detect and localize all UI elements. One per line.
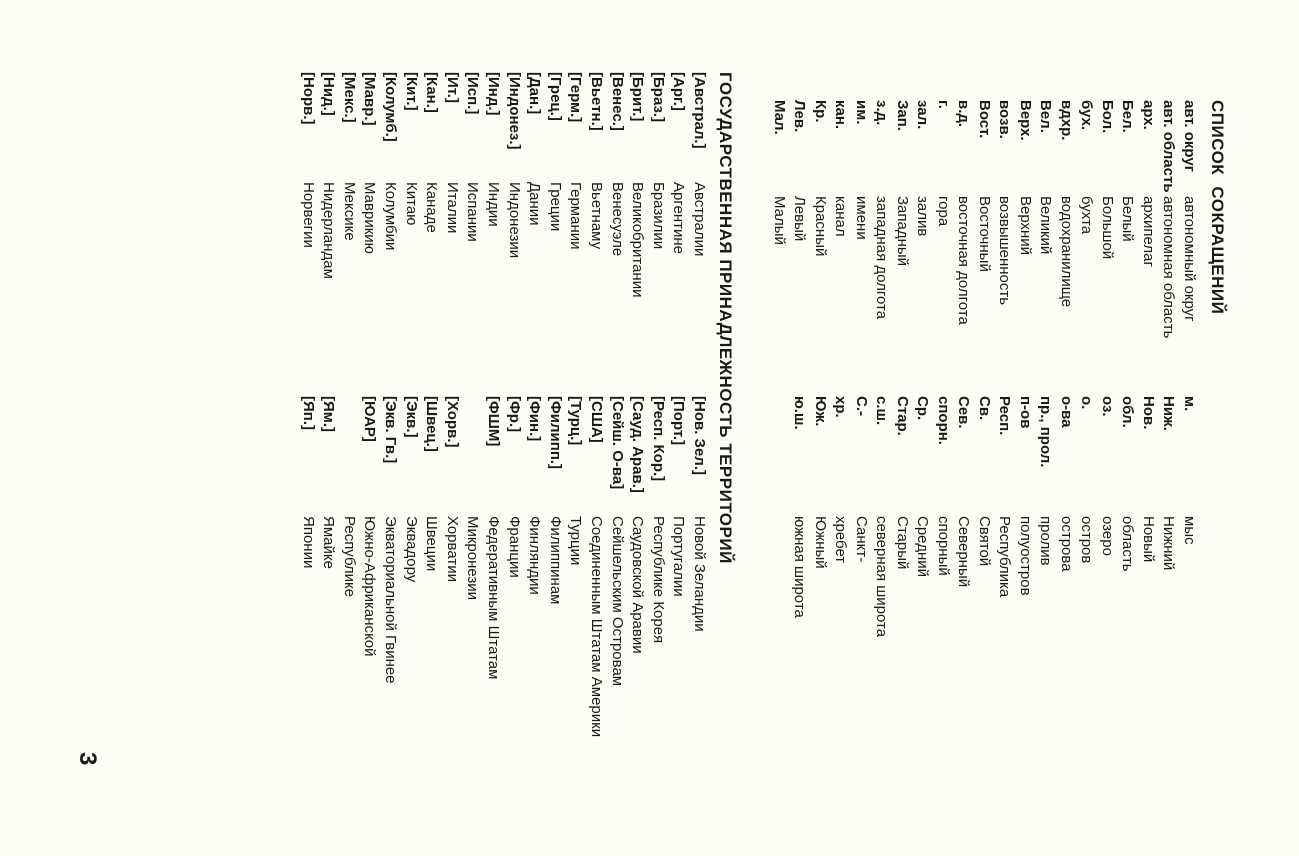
abbreviation: [Яп.] — [299, 396, 317, 430]
expansion: Португалии — [670, 516, 688, 597]
abbreviation: [Венес.] — [608, 72, 626, 131]
abbreviation: авт. округ — [1181, 100, 1198, 172]
abbreviation: арх. — [1140, 100, 1157, 130]
expansion: Белый — [1119, 196, 1137, 242]
abbreviation: [Швец.] — [423, 396, 441, 452]
expansion: Нидерландам — [320, 182, 338, 279]
expansion: западная долгота — [873, 196, 891, 320]
expansion: Испании — [464, 182, 482, 242]
abbreviation: г. — [935, 100, 952, 109]
abbreviation: Нов. — [1140, 396, 1157, 430]
expansion: Южно-Африканской — [361, 516, 379, 657]
expansion: Индии — [485, 182, 502, 227]
abbreviation: Вост. — [976, 100, 993, 139]
expansion: Маврикию — [361, 182, 379, 254]
expansion: Франции — [505, 516, 523, 578]
expansion: Хорватии — [443, 516, 461, 582]
expansion: Санкт- — [853, 516, 870, 563]
expansion: Греции — [546, 182, 564, 232]
abbreviation: [Исп.] — [464, 72, 482, 115]
expansion: Южный — [812, 516, 829, 569]
abbreviation: Лев. — [791, 100, 809, 133]
abbreviation: возв. — [996, 100, 1014, 139]
expansion: Соединенным Штатам Америки — [588, 516, 605, 738]
expansion: остров — [1078, 516, 1096, 564]
abbreviation: Верх. — [1017, 100, 1034, 141]
expansion: Китаю — [402, 182, 420, 226]
abbreviation: [ЮАР] — [361, 396, 379, 442]
territories-title: ГОСУДАРСТВЕННАЯ ПРИНАДЛЕЖНОСТЬ ТЕРРИТОРИЙ — [716, 72, 735, 564]
abbreviation: Юж. — [812, 396, 829, 427]
abbreviation: Респ. — [996, 396, 1014, 436]
expansion: южная широта — [791, 516, 809, 618]
expansion: Германии — [567, 182, 585, 250]
abbreviation: [Ит.] — [443, 72, 461, 103]
expansion: имени — [853, 196, 870, 240]
expansion: Красный — [812, 196, 829, 257]
abbreviation: [Арг.] — [670, 72, 688, 111]
abbreviation: авт. область — [1160, 100, 1178, 193]
abbreviation: [Турц.] — [567, 396, 585, 446]
expansion: Турции — [567, 516, 585, 566]
expansion: Новый — [1140, 516, 1157, 563]
abbreviation: [Кан.] — [423, 72, 441, 113]
expansion: Дании — [526, 182, 544, 226]
expansion: Новой Зеландии — [691, 516, 708, 632]
expansion: Австралии — [691, 182, 708, 257]
abbreviation: [Вьетн.] — [588, 72, 605, 131]
abbreviation: [ФШМ] — [485, 396, 502, 447]
expansion: мыс — [1181, 516, 1198, 545]
expansion: Саудовской Аравии — [629, 516, 647, 654]
expansion: Старый — [894, 516, 911, 570]
abbreviation: з.д. — [873, 100, 891, 126]
abbreviation: [Экв. Гв.] — [382, 396, 399, 464]
expansion: бухта — [1078, 196, 1096, 235]
abbreviation: [Экв.] — [402, 396, 420, 438]
abbreviation: бух. — [1078, 100, 1096, 131]
expansion: автономная область — [1160, 196, 1178, 339]
abbreviation: [США] — [588, 396, 605, 443]
expansion: гора — [935, 196, 952, 227]
abbreviation: Вел. — [1037, 100, 1055, 133]
expansion: спорный — [935, 516, 952, 576]
expansion: Сейшельским Островам — [608, 516, 626, 687]
abbreviation: [Грец.] — [546, 72, 564, 121]
abbreviation: в.д. — [955, 100, 973, 128]
expansion: Верхний — [1017, 196, 1034, 256]
expansion: Малый — [771, 196, 788, 245]
expansion: Экваториальной Гвинее — [382, 516, 399, 684]
abbreviation: [Индонез.] — [505, 72, 523, 150]
expansion: Западный — [894, 196, 911, 267]
abbreviation: [Ям.] — [320, 396, 338, 433]
abbreviation: Кр. — [812, 100, 829, 123]
expansion: северная широта — [873, 516, 891, 638]
expansion: Колумбии — [382, 182, 399, 251]
expansion: Левый — [791, 196, 809, 242]
abbreviation: м. — [1181, 396, 1198, 412]
expansion: Нижний — [1160, 516, 1178, 571]
abbreviation: Зап. — [894, 100, 911, 131]
expansion: Норвегии — [299, 182, 317, 248]
abbreviation: [Дан.] — [526, 72, 544, 115]
abbreviation: [Брит.] — [629, 72, 647, 122]
expansion: Республике — [340, 516, 358, 598]
expansion: острова — [1058, 516, 1075, 572]
expansion: область — [1119, 516, 1137, 572]
expansion: Швеции — [423, 516, 441, 572]
expansion: полуостров — [1017, 516, 1034, 596]
abbreviations-title: СПИСОК СОКРАЩЕНИЙ — [1208, 100, 1227, 315]
abbreviation: [Респ. Кор.] — [649, 396, 667, 482]
expansion: Средний — [914, 516, 932, 577]
abbreviation: Сев. — [955, 396, 973, 429]
expansion: Ямайке — [320, 516, 338, 569]
abbreviation: пр., прол. — [1037, 396, 1055, 468]
abbreviation: Св. — [976, 396, 993, 421]
expansion: Индонезии — [505, 182, 523, 259]
abbreviation: [Сейш. О-ва] — [608, 396, 626, 490]
abbreviation: хр. — [832, 396, 850, 418]
abbreviation: С.- — [853, 396, 870, 416]
expansion: Восточный — [976, 196, 993, 272]
abbreviation: Мал. — [771, 100, 788, 135]
expansion: Филиппинам — [546, 516, 564, 605]
abbreviation: о-ва — [1058, 396, 1075, 428]
expansion: Финляндии — [526, 516, 544, 595]
expansion: канал — [832, 196, 850, 237]
expansion: Большой — [1099, 196, 1116, 260]
abbreviation: [Нов. Зел.] — [691, 396, 708, 475]
abbreviation: спорн. — [935, 396, 952, 445]
expansion: Мексике — [340, 182, 358, 241]
expansion: Республика — [996, 516, 1014, 598]
expansion: Великобритании — [629, 182, 647, 298]
abbreviation: [Австрал.] — [691, 72, 708, 149]
abbreviation: Стар. — [894, 396, 911, 436]
abbreviation: п-ов — [1017, 396, 1034, 429]
expansion: Канаде — [423, 182, 441, 233]
expansion: хребет — [832, 516, 850, 564]
abbreviation: Бел. — [1119, 100, 1137, 133]
abbreviation: зал. — [914, 100, 932, 130]
abbreviation: [Фр.] — [505, 396, 523, 433]
abbreviation: [Кит.] — [402, 72, 420, 111]
expansion: Аргентине — [670, 182, 688, 254]
abbreviation: [Мавр.] — [361, 72, 379, 126]
abbreviation: [Хорв.] — [443, 396, 461, 448]
abbreviation: оз. — [1099, 396, 1116, 417]
expansion: Бразилии — [649, 182, 667, 250]
abbreviation: [Сауд. Арав.] — [629, 396, 647, 493]
abbreviation: обл. — [1119, 396, 1137, 428]
expansion: Эквадору — [402, 516, 420, 583]
abbreviation: [Браз.] — [649, 72, 667, 123]
abbreviation: Ниж. — [1160, 396, 1178, 431]
expansion: водохранилище — [1058, 196, 1075, 308]
expansion: пролив — [1037, 516, 1055, 566]
expansion: залив — [914, 196, 932, 237]
abbreviation: кан. — [832, 100, 850, 130]
expansion: автономный округ — [1181, 196, 1198, 322]
abbreviation: [Норв.] — [299, 72, 317, 125]
expansion: Северный — [955, 516, 973, 588]
expansion: Вьетнаму — [588, 182, 605, 250]
abbreviation: [Порт.] — [670, 396, 688, 446]
abbreviation: им. — [853, 100, 870, 125]
abbreviation: ю.ш. — [791, 396, 809, 430]
expansion: Италии — [443, 182, 461, 234]
expansion: Великий — [1037, 196, 1055, 255]
expansion: Федеративным Штатам — [485, 516, 502, 680]
abbreviation: [Нид.] — [320, 72, 338, 116]
abbreviation: Бол. — [1099, 100, 1116, 134]
expansion: восточная долгота — [955, 196, 973, 325]
expansion: Микронезии — [464, 516, 482, 601]
abbreviation: Ср. — [914, 396, 932, 421]
abbreviation: с.ш. — [873, 396, 891, 426]
expansion: озеро — [1099, 516, 1116, 556]
abbreviation: [Герм.] — [567, 72, 585, 123]
abbreviation: [Колумб.] — [382, 72, 399, 142]
expansion: возвышенность — [996, 196, 1014, 306]
abbreviation: [Мекс.] — [340, 72, 358, 123]
expansion: Республике Корея — [649, 516, 667, 644]
expansion: Святой — [976, 516, 993, 567]
abbreviation: [Инд.] — [485, 72, 502, 116]
abbreviation: [Фин.] — [526, 396, 544, 442]
abbreviation: вдхр. — [1058, 100, 1075, 141]
page-number: 3 — [74, 752, 101, 766]
expansion: архипелаг — [1140, 196, 1157, 267]
expansion: Венесуэле — [608, 182, 626, 257]
abbreviation: о. — [1078, 396, 1096, 410]
abbreviation: [Филипп.] — [546, 396, 564, 470]
expansion: Японии — [299, 516, 317, 569]
